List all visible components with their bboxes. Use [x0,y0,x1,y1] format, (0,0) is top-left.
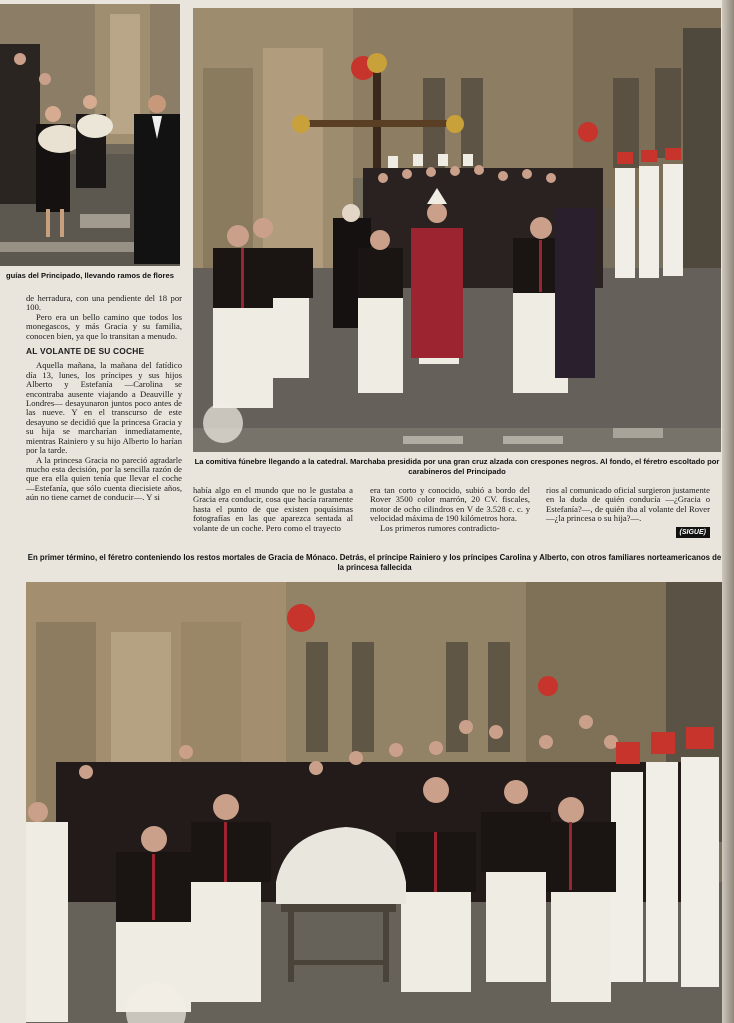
article-subhead: AL VOLANTE DE SU COCHE [26,346,145,357]
photo-procession-illustration [193,8,721,452]
article-paragraph: rios al comunicado oficial surgieron justamente en la duda de quién conducía —¿Gracia o Estefanía?—, de quién iba al volante del Rover —¿la princesa o su hija?—. [546,485,710,524]
article-paragraph: Los primeros rumores contradicto- [380,522,500,533]
article-paragraph: era tan corto y conocido, subió a bordo del Rover 3500 color marrón, 20 CV. fiscales, motor de ocho cilindros en V de 3.528 c. c. y velocidad máxima de 190 kilómetros hora. [370,485,530,524]
photo-coffin-illustration [26,582,723,1023]
article-paragraph: había algo en el mundo que no le gustaba a Gracia era conducir, cosa que hacía raramente hasta el punto de que existen poquísimas fotografías en las que aparezca sentada al volante de un coche. Pero como el trayecto [193,485,353,533]
photo-coffin-procession [26,582,723,1023]
article-paragraph: Pero era un bello camino que todos los monegascos, y más Gracia y su familia, conocen bien, ya que lo transitan a menudo. [26,311,182,341]
continued-badge: (SIGUE) [676,527,710,538]
article-paragraph: A la princesa Gracia no pareció agradarle mucho esta decisión, por la sencilla razón de que era ella quien tenía que llevar el coche —Estefanía, que sólo cuenta diecisiete años, aún no tiene carnet de conducir—. Y si [26,454,182,503]
caption-coffin: En primer término, el féretro conteniendo los restos mortales de Gracia de Mónaco. Detrás, el príncipe Rainiero y los príncipes Carolina y Alberto, con otros familiares norteamericanos de la princesa fallecida [27,553,722,572]
article-column-3 [370,486,530,533]
article-column-left [26,294,182,503]
photo-mourners-illustration [0,4,180,266]
caption-mourners: guías del Principado, llevando ramos de flores [6,271,174,280]
article-column-4 [546,486,710,538]
caption-procession: La comitiva fúnebre llegando a la catedral. Marchaba presidida por una gran cruz alzada con crespones negros. Al fondo, el féretro escoltado por carabineros del Principado [194,457,720,476]
article-paragraph: de herradura, con una pendiente del 18 por 100. [26,293,182,313]
photo-funeral-procession-cross [193,8,721,452]
photo-mourners-with-flowers [0,4,180,266]
article-column-2 [193,486,353,533]
article-paragraph: Aquella mañana, la mañana del fatídico día 13, lunes, los príncipes y sus hijos Alberto y Estefanía —Carolina se encontraba ausente viajando a Deauville y Londres— desayunaron juntos poco antes de las nueve. Y en el transcurso de este desayuno se decidió que la princesa Gracia y su hija se marcharían inmediatamente, mientras Rainiero y su hijo Alberto lo harían por la tarde. [26,360,182,456]
page-gutter [722,0,734,1023]
